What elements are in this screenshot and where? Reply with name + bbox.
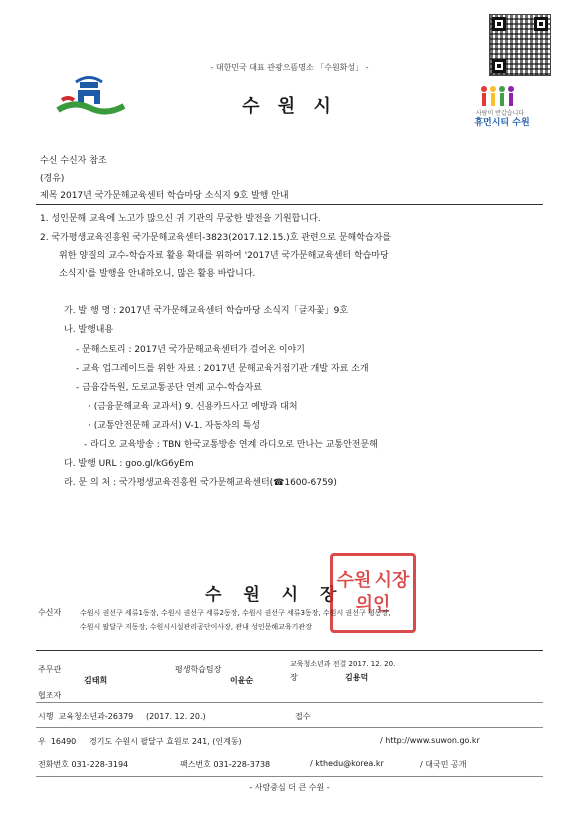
email: / kthedu@korea.kr xyxy=(310,759,384,768)
recipients-line-1: 수원시 권선구 세류1동장, 수원시 권선구 세류2동장, 수원시 권선구 세류3동장, 수원시 권선구 평동장, xyxy=(80,609,391,617)
subject-divider xyxy=(36,204,543,205)
receipt-label: 접수 xyxy=(295,712,311,721)
website: / http://www.suwon.go.kr xyxy=(380,736,480,745)
postal-address: 우 16490 경기도 수원시 팔달구 효원로 241, (인계동) xyxy=(38,737,242,746)
cooperation-label: 협조자 xyxy=(38,691,62,700)
paragraph-2-line-3: 소식지'를 발행을 안내하오니, 많은 활용 바랍니다. xyxy=(59,269,256,279)
approval-divider xyxy=(36,702,543,703)
paragraph-2-line-2: 위한 양질의 교수-학습자료 활용 확대를 위하여 '2017년 국가문해교육센터 학습마당 xyxy=(59,251,389,261)
header-tagline: - 대한민국 대표 관광으뜸명소 「수원화성」 - xyxy=(210,63,369,72)
lead-role: 평생학습팀장 xyxy=(175,665,222,674)
item-da: 다. 발행 URL : goo.gl/kG6yEm xyxy=(64,459,194,469)
item-na-1: - 문해스토리 : 2017년 국가문해교육센터가 걸어온 이야기 xyxy=(76,345,305,355)
subject-line: 제목 2017년 국가문해교육센터 학습마당 소식지 9호 발행 안내 xyxy=(40,191,289,201)
public-disclosure: / 대국민 공개 xyxy=(420,760,467,769)
item-na-3: - 금융감독원, 도로교통공단 연계 교수-학습자료 xyxy=(76,383,262,393)
footer-divider xyxy=(36,776,543,777)
director-role-suffix: 장 xyxy=(290,673,298,682)
human-city-logo-icon xyxy=(478,84,520,108)
item-na-3a: · (금융문해교육 교과서) 9. 신용카드사고 예방과 대처 xyxy=(88,402,298,412)
phone-number: 전화번호 031-228-3194 xyxy=(38,760,129,769)
item-ga: 가. 발 행 명 : 2017년 국가문해교육센터 학습마당 소식지「글자꽃」9호 xyxy=(64,306,349,316)
seal-char: 시장 xyxy=(374,570,410,591)
logo-subtext: 사람이 반갑습니다 xyxy=(475,110,525,117)
signature-title: 수 원 시 장 xyxy=(205,585,345,605)
recipients-label: 수신자 xyxy=(38,608,62,617)
item-na-4: - 라디오 교육방송 : TBN 한국교통방송 연계 라디오로 만나는 교통안전문해 xyxy=(84,440,378,450)
logo-text: 휴먼시티 수원 xyxy=(474,118,530,128)
official-seal xyxy=(330,553,416,633)
staff-role: 주무관 xyxy=(38,665,62,674)
paragraph-2-line-1: 2. 국가평생교육진흥원 국가문해교육센터-3823(2017.12.15.)호 관련으로 문해학습자를 xyxy=(40,233,392,243)
qr-code-icon xyxy=(489,14,551,76)
seal-char: 의인 xyxy=(355,594,391,615)
org-title: 수 원 시 xyxy=(242,96,337,117)
via-line: (경유) xyxy=(40,174,65,184)
staff-name: 김태희 xyxy=(84,676,108,685)
director-role: 교육청소년과 전결 2017. 12. 20. xyxy=(290,660,396,668)
paragraph-1: 1. 성인문해 교육에 노고가 많으신 귀 기관의 무궁한 발전을 기원합니다. xyxy=(40,214,321,224)
recipients-divider xyxy=(36,650,543,651)
director-name: 김용덕 xyxy=(345,673,369,682)
motto: - 사람중심 더 큰 수원 - xyxy=(249,783,330,792)
item-na-3b: · (교통안전문해 교과서) V-1. 자동차의 특성 xyxy=(88,421,261,431)
fax-number: 팩스번호 031-228-3738 xyxy=(180,760,271,769)
recipient-line: 수신 수신자 참조 xyxy=(40,156,107,166)
item-na-2: - 교육 업그레이드를 위한 자료 : 2017년 문해교육거점기관 개발 자료 소개 xyxy=(76,364,369,374)
enforcement-line: 시행 교육청소년과-26379 (2017. 12. 20.) xyxy=(38,712,206,721)
enforcement-divider xyxy=(36,727,543,728)
item-na: 나. 발행내용 xyxy=(64,325,114,335)
recipients-line-2: 수원시 팔달구 지동장, 수원시시설관리공단이사장, 관내 성인문해교육기관장 xyxy=(80,623,312,631)
seal-char: 수원 xyxy=(336,570,372,591)
lead-name: 이윤순 xyxy=(230,676,254,685)
item-ra: 라. 문 의 처 : 국가평생교육진흥원 국가문해교육센터(☎1600-6759) xyxy=(64,478,337,488)
